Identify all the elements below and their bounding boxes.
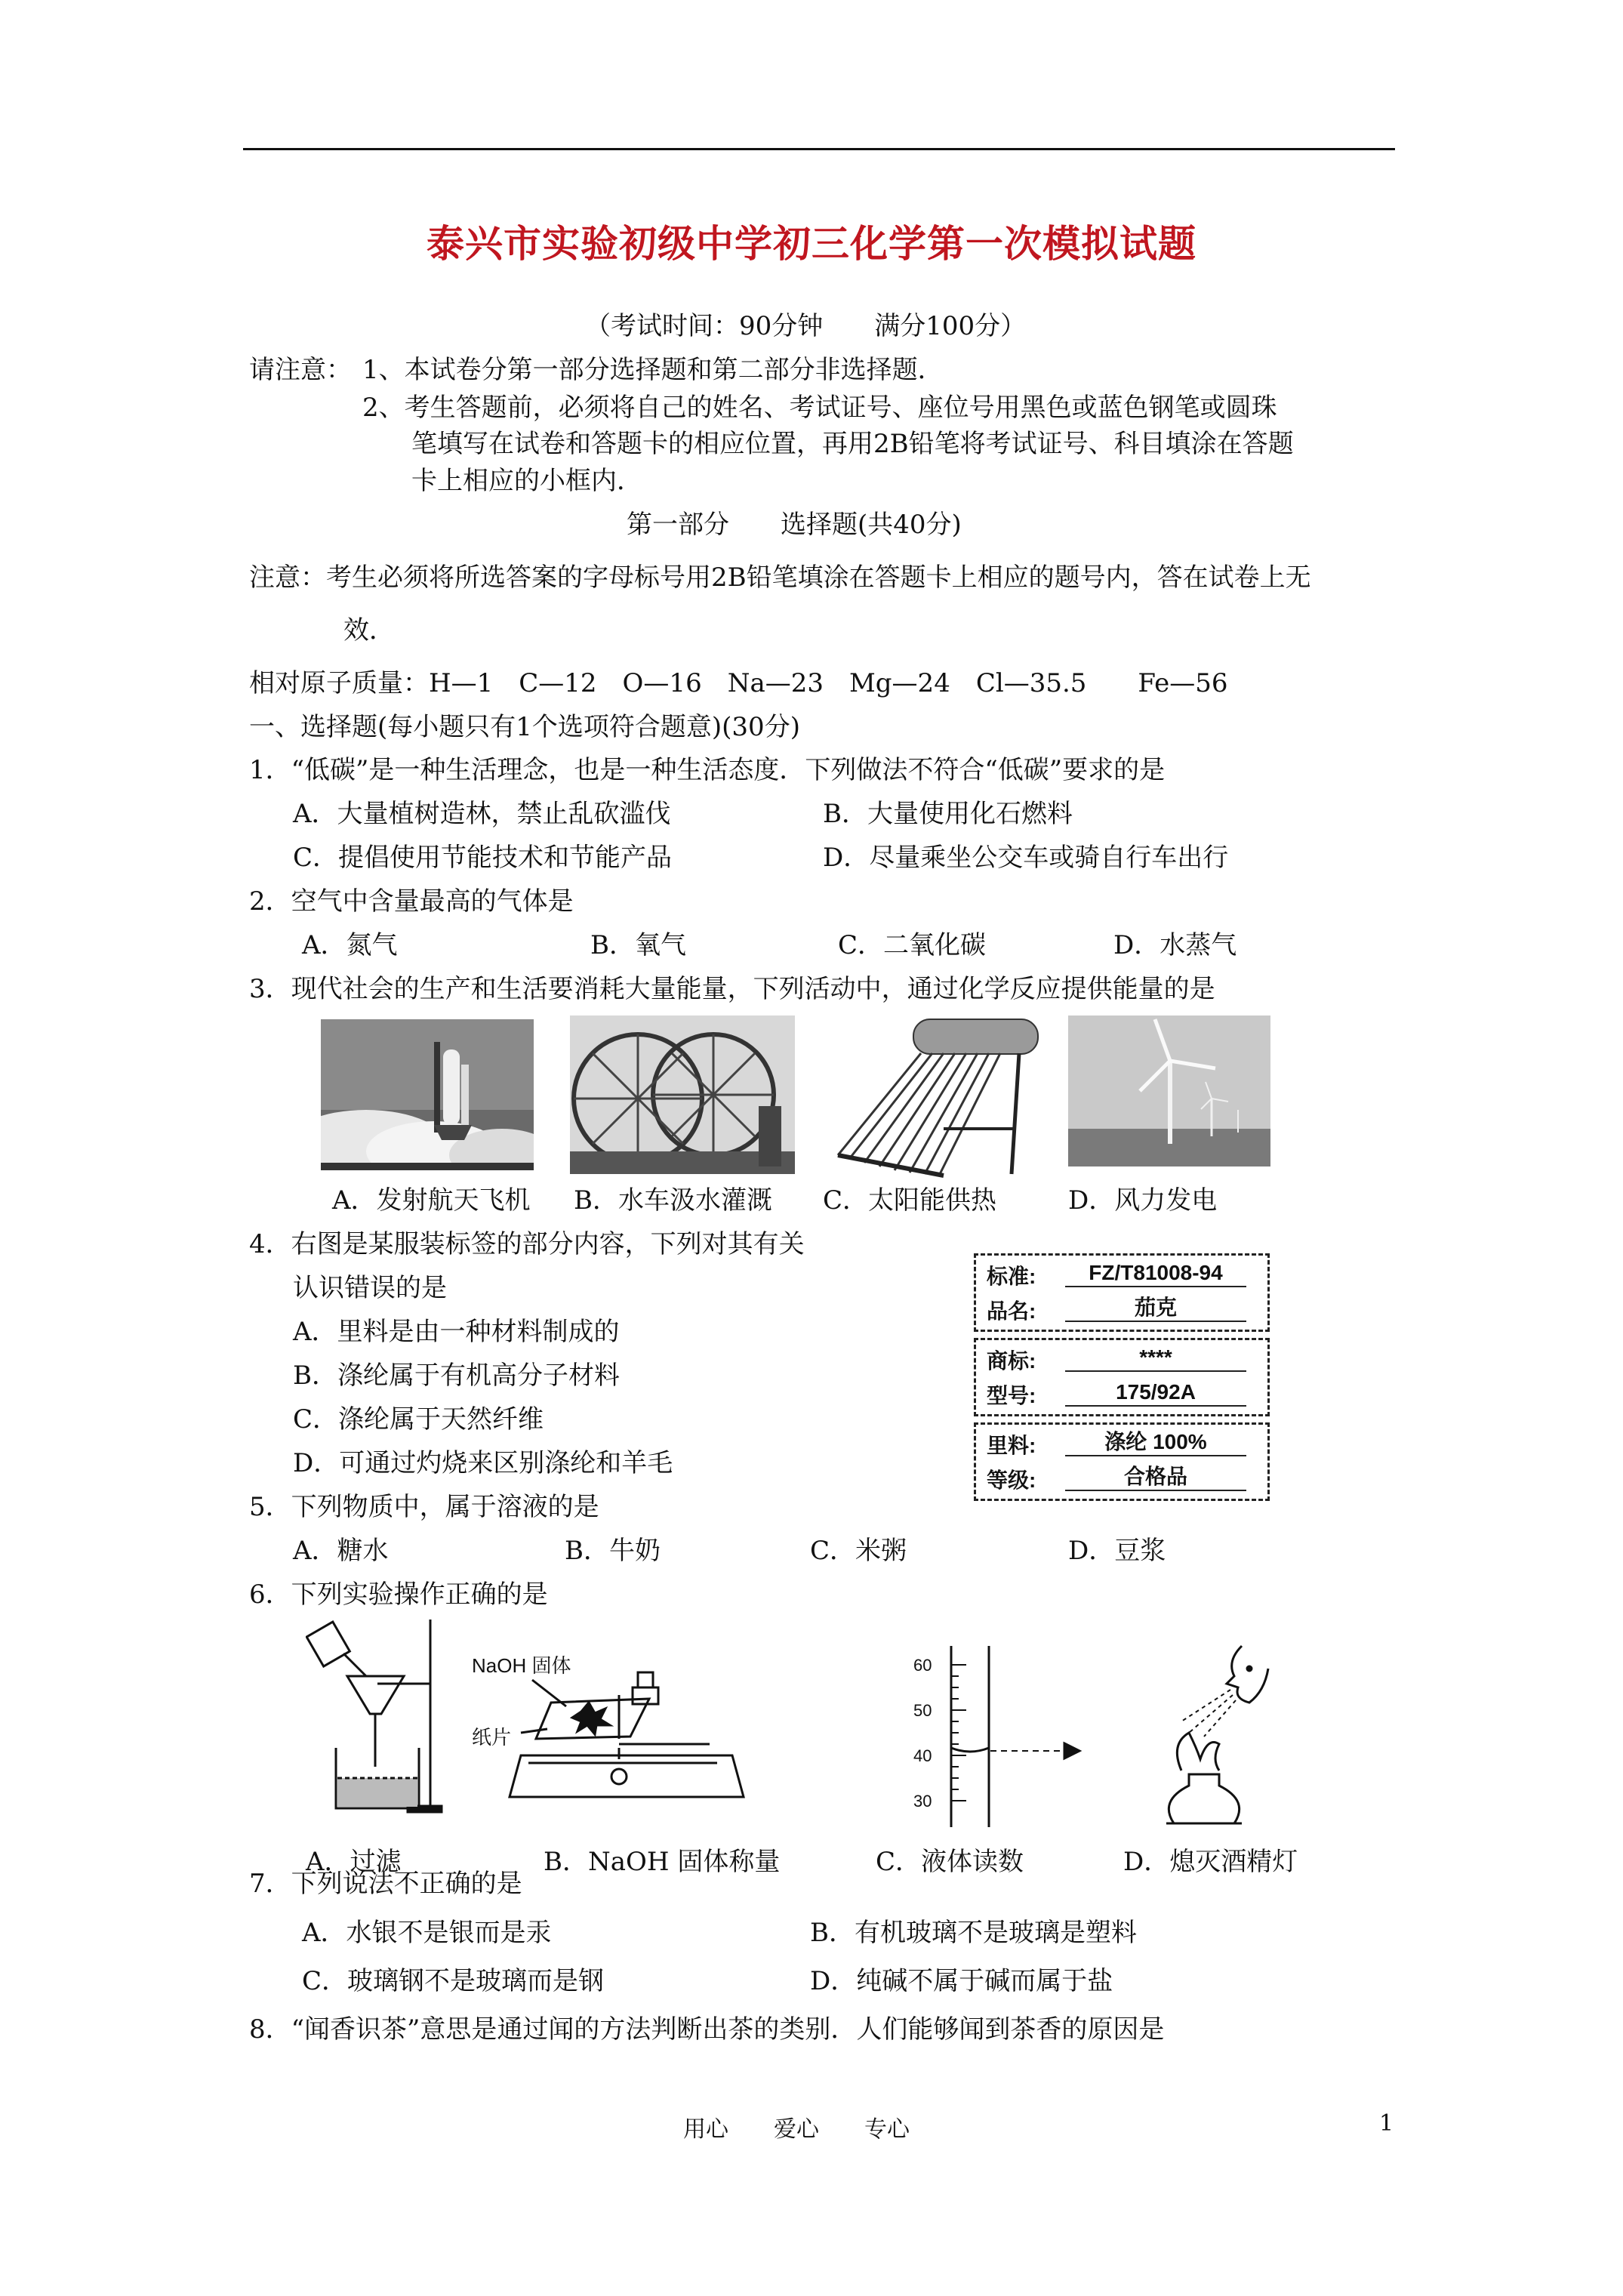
q8-stem: 8．“闻香识茶”意思是通过闻的方法判断出茶的类别．人们能够闻到茶香的原因是 — [249, 2014, 1165, 2045]
balance-weighing-figure — [468, 1650, 755, 1808]
cylinder-mark-30: 30 — [913, 1792, 932, 1811]
naoh-solid-label: NaOH 固体 — [472, 1654, 571, 1677]
label-name-key: 品名: — [987, 1299, 1036, 1323]
q1-option-d: D．尽量乘坐公交车或骑自行车出行 — [823, 843, 1229, 873]
q7-option-c: C．玻璃钢不是玻璃而是钢 — [302, 1966, 605, 1996]
footer-motto: 用心 爱心 专心 — [683, 2116, 910, 2143]
section-1-heading: 一、选择题(每小题只有1个选项符合题意)(30分) — [249, 712, 800, 742]
q4-option-c: C．涤纶属于天然纤维 — [293, 1404, 544, 1435]
space-shuttle-launch-image — [321, 1019, 534, 1170]
label-model-value: 175/92A — [1065, 1379, 1246, 1407]
q6-option-c: C．液体读数 — [876, 1847, 1024, 1877]
q7-stem: 7．下列说法不正确的是 — [249, 1869, 522, 1899]
q6-stem: 6．下列实验操作正确的是 — [249, 1579, 548, 1610]
q3-stem: 3．现代社会的生产和生活要消耗大量能量，下列活动中，通过化学反应提供能量的是 — [249, 974, 1215, 1004]
q3-option-c: C．太阳能供热 — [823, 1185, 997, 1216]
label-lining-value: 涤纶 100% — [1065, 1429, 1246, 1456]
q2-option-c: C．二氧化碳 — [838, 930, 987, 960]
graduated-cylinder-figure — [898, 1642, 1095, 1831]
q4-stem-line-2: 认识错误的是 — [293, 1273, 447, 1303]
waterwheel-image — [570, 1015, 795, 1174]
label-brand-value: **** — [1065, 1345, 1246, 1372]
cylinder-mark-40: 40 — [913, 1746, 932, 1765]
q5-option-b: B．牛奶 — [565, 1536, 661, 1566]
label-lining-key: 里料: — [987, 1434, 1036, 1457]
q3-option-d: D．风力发电 — [1068, 1185, 1218, 1216]
q2-option-a: A．氮气 — [302, 930, 398, 960]
q7-option-d: D．纯碱不属于碱而属于盐 — [810, 1966, 1113, 1996]
notice-line-2: 2、考生答题前，必须将自己的姓名、考试证号、座位号用黑色或蓝色钢笔或圆珠 — [362, 393, 1277, 423]
cylinder-mark-60: 60 — [913, 1656, 932, 1675]
label-brand-key: 商标: — [987, 1349, 1036, 1373]
q4-option-b: B．涤纶属于有机高分子材料 — [293, 1361, 620, 1391]
paper-sheet-label: 纸片 — [472, 1726, 512, 1749]
notice-label: 请注意： — [249, 355, 352, 385]
q1-option-c: C．提倡使用节能技术和节能产品 — [293, 843, 673, 873]
page-title: 泰兴市实验初级中学初三化学第一次模拟试题 — [427, 221, 1196, 266]
notice-line-1: 1、本试卷分第一部分选择题和第二部分非选择题． — [362, 355, 944, 385]
q4-option-d: D．可通过灼烧来区别涤纶和羊毛 — [293, 1448, 673, 1478]
q3-option-a: A．发射航天飞机 — [332, 1185, 531, 1216]
notice-line-3: 笔填写在试卷和答题卡的相应位置，再用2B铅笔将考试证号、科目填涂在答题 — [411, 429, 1294, 459]
solar-water-heater-image — [823, 1015, 1042, 1178]
q6-option-d: D．熄灭酒精灯 — [1123, 1847, 1298, 1877]
clothing-label-standard-box — [974, 1253, 1270, 1332]
label-standard-value: FZ/T81008-94 — [1065, 1260, 1246, 1287]
label-grade-value: 合格品 — [1065, 1464, 1246, 1491]
q2-stem: 2．空气中含量最高的气体是 — [249, 886, 574, 917]
q2-option-b: B．氧气 — [590, 930, 686, 960]
q7-option-a: A．水银不是银而是汞 — [302, 1918, 552, 1948]
label-grade-key: 等级: — [987, 1469, 1036, 1492]
wind-turbine-image — [1068, 1015, 1270, 1166]
q5-option-c: C．米粥 — [810, 1536, 907, 1566]
part1-notice-line-2: 效． — [343, 615, 395, 646]
header-rule — [243, 148, 1395, 150]
part1-notice-line-1: 注意：考生必须将所选答案的字母标号用2B铅笔填涂在答题卡上相应的题号内，答在试卷上无 — [249, 562, 1311, 593]
q5-option-a: A．糖水 — [293, 1536, 389, 1566]
q2-option-d: D．水蒸气 — [1113, 930, 1237, 960]
q4-stem-line-1: 4．右图是某服装标签的部分内容，下列对其有关 — [249, 1229, 805, 1259]
q5-stem: 5．下列物质中，属于溶液的是 — [249, 1492, 599, 1522]
q1-stem: 1．“低碳”是一种生活理念，也是一种生活态度．下列做法不符合“低碳”要求的是 — [249, 755, 1166, 785]
page-number: 1 — [1379, 2110, 1394, 2137]
q3-option-b: B．水车汲水灌溉 — [574, 1185, 772, 1216]
label-model-key: 型号: — [987, 1384, 1036, 1407]
q1-option-b: B．大量使用化石燃料 — [823, 799, 1073, 829]
exam-info: （考试时间：90分钟 满分100分） — [585, 311, 1027, 341]
label-standard-key: 标准: — [987, 1265, 1036, 1288]
part1-heading: 第一部分 选择题(共40分) — [627, 510, 962, 540]
q7-option-b: B．有机玻璃不是玻璃是塑料 — [810, 1918, 1137, 1948]
clothing-label-lining-box — [974, 1422, 1270, 1501]
q5-option-d: D．豆浆 — [1068, 1536, 1166, 1566]
q1-option-a: A．大量植树造林，禁止乱砍滥伐 — [293, 799, 671, 829]
atomic-mass: 相对原子质量：H—1 C—12 O—16 Na—23 Mg—24 Cl—35.5 Fe—56 — [249, 668, 1228, 698]
filtration-apparatus-figure — [306, 1616, 445, 1816]
alcohol-lamp-extinguish-figure — [1136, 1638, 1283, 1835]
cylinder-mark-50: 50 — [913, 1701, 932, 1720]
notice-line-4: 卡上相应的小框内． — [411, 466, 642, 496]
label-name-value: 茄克 — [1065, 1295, 1246, 1322]
q6-option-b: B．NaOH 固体称量 — [544, 1847, 781, 1877]
clothing-label-brand-box — [974, 1338, 1270, 1416]
q6-option-a: A．过滤 — [306, 1847, 402, 1877]
q4-option-a: A．里料是由一种材料制成的 — [293, 1317, 620, 1347]
